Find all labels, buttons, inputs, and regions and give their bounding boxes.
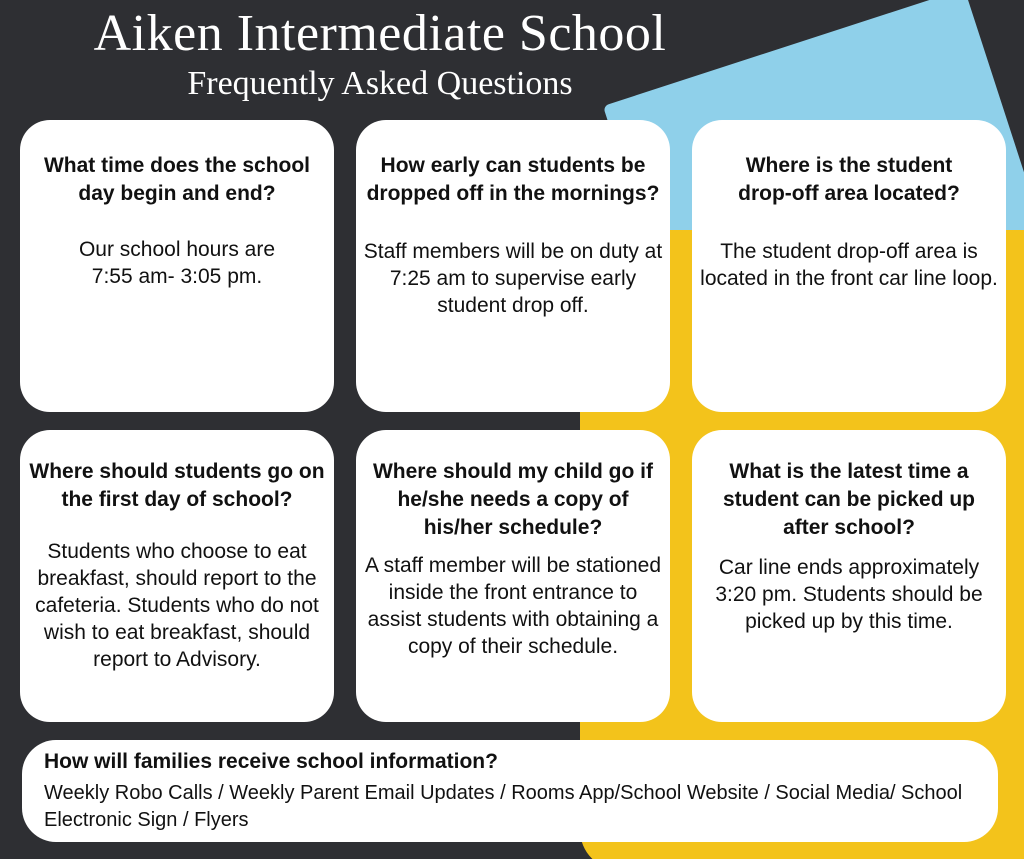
- faq-card: [356, 430, 670, 722]
- page-subtitle: Frequently Asked Questions: [187, 65, 573, 102]
- faq-card: [692, 120, 1006, 412]
- faq-question: Where is the student drop-off area located?: [738, 154, 960, 205]
- faq-question: Where should my child go if he/she needs a copy of his/her schedule?: [372, 460, 653, 539]
- faq-answer: The student drop-off area is located in the front car line loop.: [700, 240, 998, 290]
- faq-card: [20, 430, 334, 722]
- faq-answer: Staff members will be on duty at 7:25 am to supervise early student drop off.: [363, 240, 663, 317]
- faq-question: How early can students be dropped off in the mornings?: [366, 154, 660, 205]
- info-question: How will families receive school information?: [44, 750, 498, 773]
- faq-card: [20, 120, 334, 412]
- faq-question: What is the latest time a student can be picked up after school?: [722, 460, 976, 539]
- faq-answer: Our school hours are 7:55 am- 3:05 pm.: [78, 238, 276, 288]
- faq-question: Where should students go on the first day of school?: [29, 460, 325, 511]
- faq-card: [356, 120, 670, 412]
- faq-card: [692, 430, 1006, 722]
- page-title: Aiken Intermediate School: [93, 5, 667, 62]
- info-banner: [22, 740, 998, 842]
- faq-answer: Car line ends approximately 3:20 pm. Students should be picked up by this time.: [715, 556, 983, 633]
- faq-answer: A staff member will be stationed inside the front entrance to assist students with obtaining a copy of their schedule.: [364, 554, 662, 658]
- faq-answer: Students who choose to eat breakfast, should report to the cafeteria. Students who do not wish to eat breakfast, should report to Advisory.: [35, 540, 319, 671]
- info-answer: Weekly Robo Calls / Weekly Parent Email Updates / Rooms App/School Website / Social Media/ School Electronic Sign / Flyers: [44, 782, 963, 831]
- faq-question: What time does the school day begin and end?: [43, 154, 311, 205]
